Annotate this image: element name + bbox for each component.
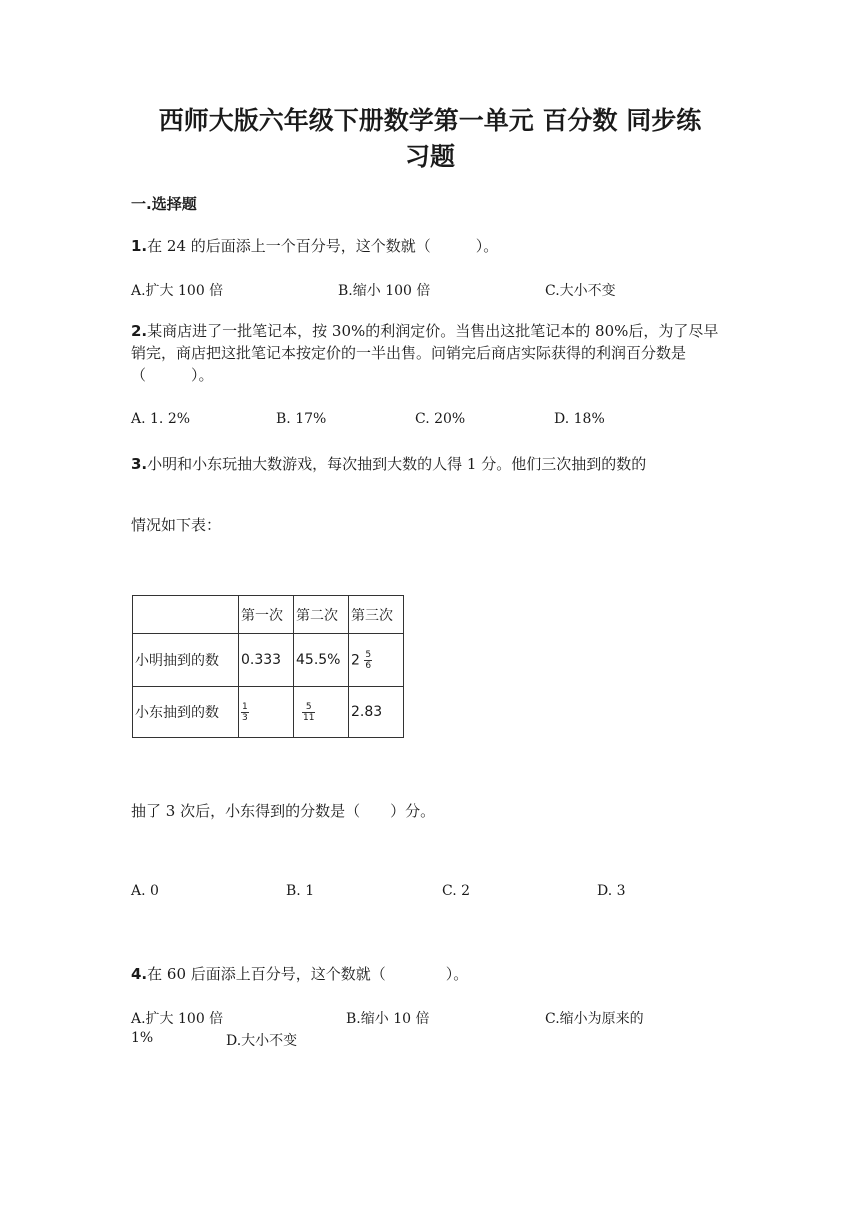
question-4-text: 在 60 后面添上百分号，这个数就（ ）。 [147,965,469,983]
question-3-number: 3. [131,455,148,473]
q3-option-d: D. 3 [597,883,626,899]
question-3-text-2: 情况如下表： [131,516,222,534]
question-3 [131,453,646,474]
question-3-text: 小明和小东玩抽大数游戏，每次抽到大数的人得 1 分。他们三次抽到的数的 [147,455,647,473]
xiaoming-draw-2: 45.5% [294,634,349,687]
fraction-numerator: 1 [242,701,248,712]
q4-option-a: A.扩大 100 倍 [131,1011,224,1027]
question-2-text: 某商店进了一批笔记本，按 30%的利润定价。当售出这批笔记本的 80%后，为了尽早销完，商店把这批笔记本按定价的一半出售。问销完后商店实际获得的利润百分数是（ ）。 [131,322,719,384]
table-header-row [133,596,404,634]
fraction [241,702,249,723]
header-second-draw: 第二次 [294,596,349,634]
question-4 [131,963,468,984]
page-title-line-2: 习题 [404,142,455,171]
q2-option-d: D. 18% [554,411,605,427]
q4-option-b: B.缩小 10 倍 [346,1011,430,1027]
question-4-number: 4. [131,965,148,983]
section-heading: 一.选择题 [131,195,197,213]
fraction [364,650,372,671]
q4-option-c-continued: 1% [131,1030,154,1046]
q2-option-b: B. 17% [276,411,327,427]
table-row-xiaoming [133,634,404,687]
table-row-xiaodong [133,687,404,738]
q1-option-b: B.缩小 100 倍 [338,283,431,299]
question-2-number: 2. [131,322,148,340]
xiaodong-draw-2 [294,687,349,738]
question-2 [131,320,731,386]
xiaodong-draw-1 [239,687,294,738]
q3-option-b: B. 1 [286,883,315,899]
fraction-denominator: 11 [303,712,315,723]
q4-option-c: C.缩小为原来的 [545,1011,644,1027]
score-table [132,595,404,738]
q3-option-c: C. 2 [442,883,471,899]
fraction-denominator: 6 [365,660,372,671]
xiaodong-draw-3: 2.83 [349,687,404,738]
fraction [302,702,315,723]
q2-option-c: C. 20% [415,411,466,427]
mixed-number-whole: 2 [351,652,360,668]
question-1 [131,235,498,256]
question-1-text: 在 24 的后面添上一个百分号，这个数就（ ）。 [147,237,499,255]
q4-option-d: D.大小不变 [226,1033,298,1049]
fraction-numerator: 5 [365,649,372,660]
fraction-numerator: 5 [302,702,315,713]
row-label-xiaodong: 小东抽到的数 [133,687,239,738]
header-third-draw: 第三次 [349,596,404,634]
question-1-number: 1. [131,237,148,255]
header-first-draw: 第一次 [239,596,294,634]
question-3-text-3: 抽了 3 次后，小东得到的分数是（ ）分。 [131,802,436,820]
xiaoming-draw-1: 0.333 [239,634,294,687]
fraction-denominator: 3 [242,712,248,723]
q1-option-c: C.大小不变 [545,283,616,299]
q1-option-a: A.扩大 100 倍 [131,283,224,299]
page-title-line-1: 西师大版六年级下册数学第一单元 百分数 同步练 [158,106,702,135]
row-label-xiaoming: 小明抽到的数 [133,634,239,687]
q3-option-a: A. 0 [131,883,159,899]
xiaoming-draw-3 [349,634,404,687]
table-corner-cell [133,596,239,634]
q2-option-a: A. 1. 2% [131,411,191,427]
